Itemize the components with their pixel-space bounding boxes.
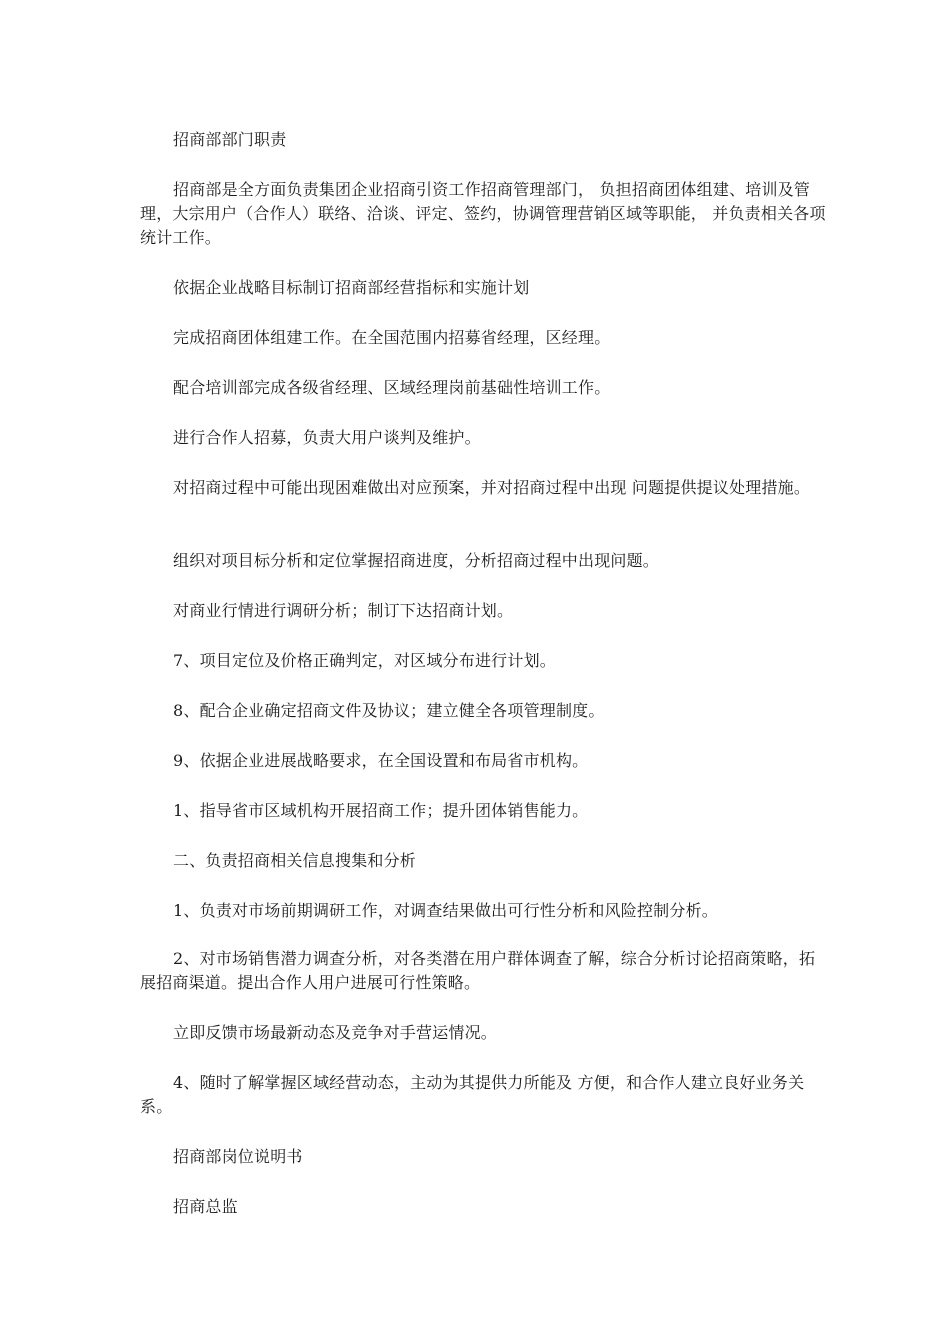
section-title: 招商部部门职责 [173, 130, 287, 149]
list-item: 1、指导省市区域机构开展招商工作；提升团体销售能力。 [173, 801, 589, 820]
paragraph: 对商业行情进行调研分析；制订下达招商计划。 [173, 601, 514, 620]
paragraph: 完成招商团体组建工作。在全国范围内招募省经理，区经理。 [173, 328, 611, 347]
list-item: 9、依据企业进展战略要求，在全国设置和布局省市机构。 [173, 751, 589, 770]
list-item: 7、项目定位及价格正确判定，对区域分布进行计划。 [173, 651, 556, 670]
paragraph: 招商部是全方面负责集团企业招商引资工作招商管理部门， 负担招商团体组建、培训及管理，大宗用户（合作人）联络、洽谈、评定、签约，协调管理营销区域等职能， 并负责相关各项统计工作。 [140, 180, 826, 247]
list-item: 2、对市场销售潜力调查分析，对各类潜在用户群体调查了解，综合分析讨论招商策略，拓展招商渠道。提出合作人用户进展可行性策略。 [140, 949, 816, 992]
paragraph: 组织对项目标分析和定位掌握招商进度，分析招商过程中出现问题。 [173, 551, 660, 570]
list-item: 8、配合企业确定招商文件及协议；建立健全各项管理制度。 [173, 701, 605, 720]
section-title: 招商部岗位说明书 [173, 1147, 303, 1166]
paragraph: 进行合作人招募，负责大用户谈判及维护。 [173, 428, 481, 447]
paragraph: 依据企业战略目标制订招商部经营指标和实施计划 [173, 278, 530, 297]
paragraph: 配合培训部完成各级省经理、区域经理岗前基础性培训工作。 [173, 378, 611, 397]
paragraph: 立即反馈市场最新动态及竞争对手营运情况。 [173, 1023, 498, 1042]
list-item: 1、负责对市场前期调研工作，对调查结果做出可行性分析和风险控制分析。 [173, 901, 718, 920]
paragraph: 对招商过程中可能出现困难做出对应预案，并对招商过程中出现 问题提供提议处理措施。 [173, 478, 811, 497]
list-item: 4、随时了解掌握区域经营动态，主动为其提供力所能及 方便，和合作人建立良好业务关系。 [140, 1073, 805, 1116]
section-heading: 二、负责招商相关信息搜集和分析 [173, 851, 417, 870]
section-title: 招商总监 [173, 1197, 238, 1216]
